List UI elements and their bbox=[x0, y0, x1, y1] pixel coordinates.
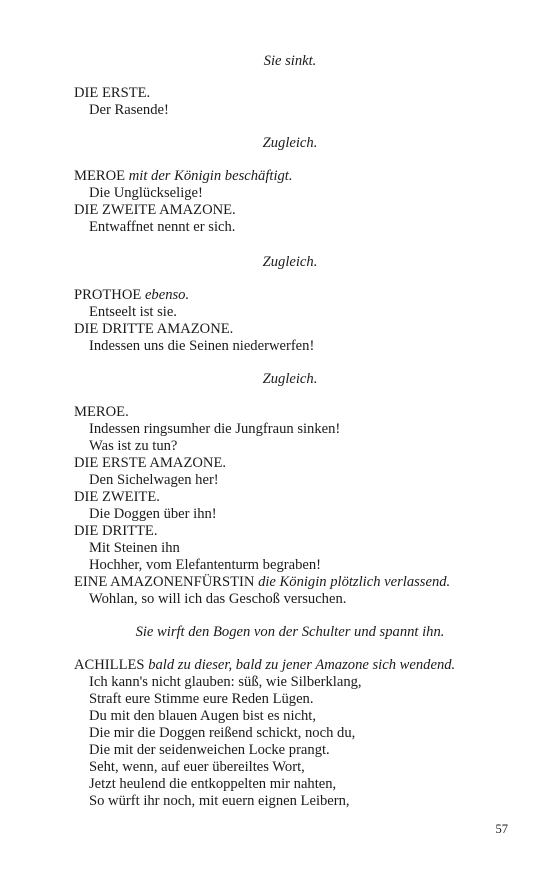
verse-line: Der Rasende! bbox=[89, 102, 169, 118]
speaker-line bbox=[74, 169, 293, 184]
speaker-name: DIE ERSTE. bbox=[74, 85, 151, 101]
speaker-line bbox=[74, 288, 189, 303]
page-number: 57 bbox=[495, 822, 508, 836]
verse-line: Jetzt heulend die entkoppelten mir nahten, bbox=[89, 776, 337, 792]
verse-line: Hochher, vom Elefantenturm begraben! bbox=[89, 557, 322, 573]
stage-direction: Zugleich. bbox=[262, 254, 318, 270]
verse-line: Die Unglückselige! bbox=[89, 185, 203, 201]
stage-direction: Zugleich. bbox=[262, 135, 318, 151]
verse-line: Die Doggen über ihn! bbox=[89, 506, 217, 522]
speaker-name: ACHILLES bbox=[74, 657, 145, 673]
speaker-direction: ebenso. bbox=[144, 287, 190, 303]
verse-line: So würft ihr noch, mit euern eignen Leibern, bbox=[89, 793, 350, 809]
verse-line: Den Sichelwagen her! bbox=[89, 472, 219, 488]
speaker-line bbox=[74, 658, 455, 673]
verse-line: Straft eure Stimme eure Reden Lügen. bbox=[89, 691, 314, 707]
verse-line: Ich kann's nicht glauben: süß, wie Silberklang, bbox=[89, 674, 362, 690]
verse-line: Die mir die Doggen reißend schickt, noch du, bbox=[89, 725, 356, 741]
verse-line: Mit Steinen ihn bbox=[89, 540, 180, 556]
speaker-direction: bald zu dieser, bald zu jener Amazone sich wendend. bbox=[148, 657, 456, 673]
verse-line: Du mit den blauen Augen bist es nicht, bbox=[89, 708, 316, 724]
speaker-line bbox=[74, 575, 450, 590]
speaker-name: DIE ERSTE AMAZONE. bbox=[74, 455, 227, 471]
speaker-name: DIE ZWEITE AMAZONE. bbox=[74, 202, 236, 218]
verse-line: Seht, wenn, auf euer übereiltes Wort, bbox=[89, 759, 305, 775]
speaker-direction: die Königin plötzlich verlassend. bbox=[258, 574, 451, 590]
speaker-name: EINE AMAZONENFÜRSTIN bbox=[74, 574, 255, 590]
stage-direction: Sie wirft den Bogen von der Schulter und spannt ihn. bbox=[135, 624, 445, 640]
verse-line: Wohlan, so will ich das Geschoß versuchen. bbox=[89, 591, 347, 607]
speaker-name: MEROE bbox=[74, 168, 126, 184]
speaker-name: DIE DRITTE. bbox=[74, 523, 158, 539]
speaker-name: PROTHOE bbox=[74, 287, 142, 303]
verse-line: Entseelt ist sie. bbox=[89, 304, 177, 320]
verse-line: Die mit der seidenweichen Locke prangt. bbox=[89, 742, 330, 758]
speaker-name: DIE DRITTE AMAZONE. bbox=[74, 321, 234, 337]
speaker-name: DIE ZWEITE. bbox=[74, 489, 160, 505]
speaker-name: MEROE. bbox=[74, 404, 129, 420]
verse-line: Indessen uns die Seinen niederwerfen! bbox=[89, 338, 315, 354]
verse-line: Was ist zu tun? bbox=[89, 438, 178, 454]
stage-direction: Sie sinkt. bbox=[263, 53, 317, 69]
verse-line: Entwaffnet nennt er sich. bbox=[89, 219, 236, 235]
verse-line: Indessen ringsumher die Jungfraun sinken! bbox=[89, 421, 341, 437]
stage-direction: Zugleich. bbox=[262, 371, 318, 387]
speaker-direction: mit der Königin beschäftigt. bbox=[128, 168, 293, 184]
